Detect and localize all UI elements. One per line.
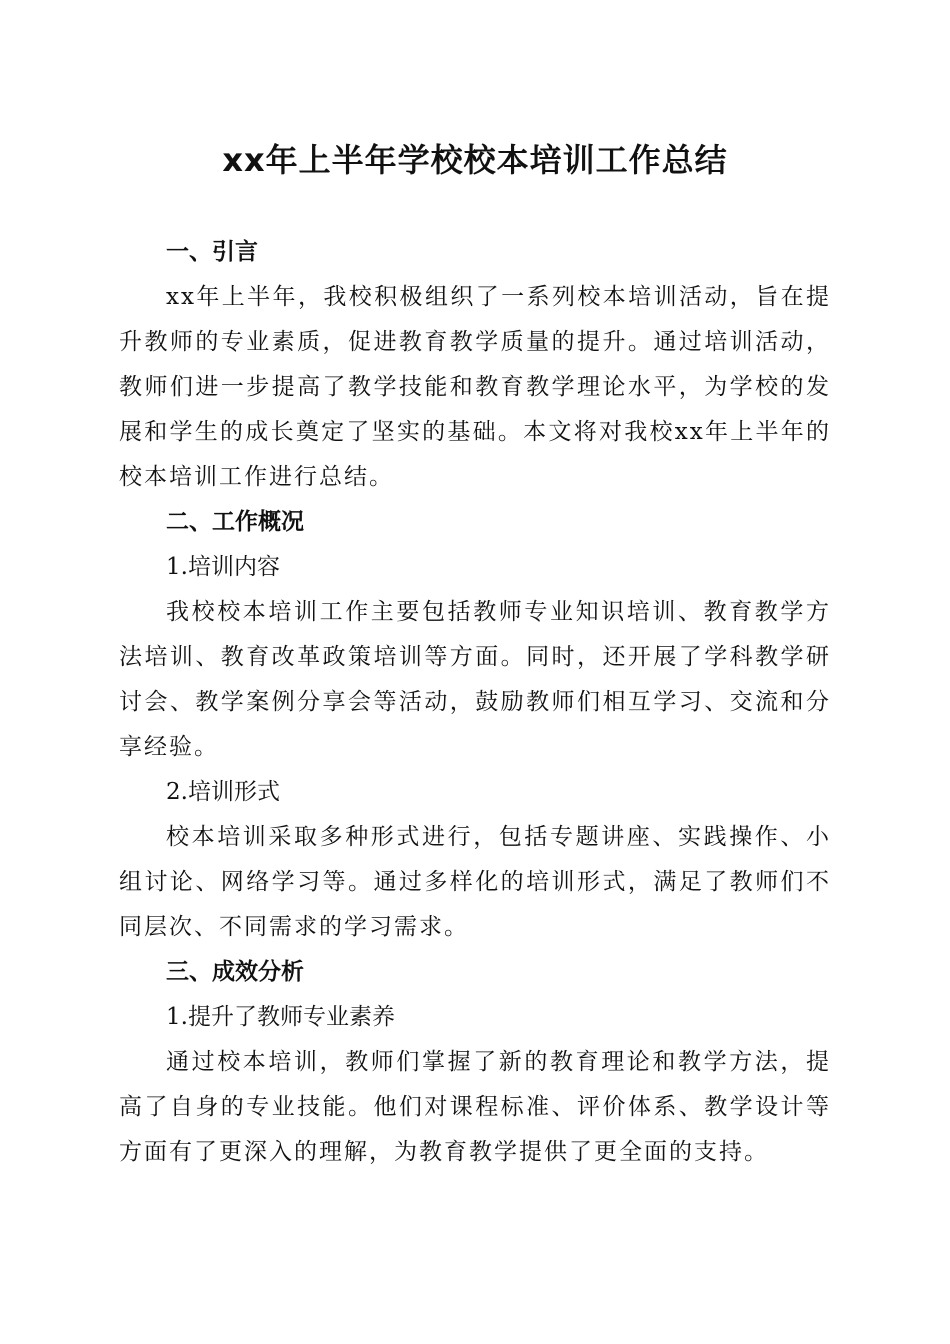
section-heading-overview: 二、工作概况	[166, 509, 304, 535]
document-title: xx年上半年学校校本培训工作总结	[222, 141, 728, 179]
subheading-professional-quality: 1.提升了教师专业素养	[166, 1004, 395, 1030]
paragraph-professional-quality: 通过校本培训，教师们掌握了新的教育理论和教学方法，提高了自身的专业技能。他们对课程标准、评价体系、教学设计等方面有了更深入的理解，为教育教学提供了更全面的支持。	[119, 1049, 831, 1165]
subheading-training-content: 1.培训内容	[166, 554, 280, 580]
section-heading-intro: 一、引言	[166, 239, 258, 265]
subheading-training-format: 2.培训形式	[166, 779, 280, 805]
paragraph-training-content: 我校校本培训工作主要包括教师专业知识培训、教育教学方法培训、教育改革政策培训等方面。同时，还开展了学科教学研讨会、教学案例分享会等活动，鼓励教师们相互学习、交流和分享经验。	[119, 599, 831, 760]
paragraph-training-format: 校本培训采取多种形式进行，包括专题讲座、实践操作、小组讨论、网络学习等。通过多样化的培训形式，满足了教师们不同层次、不同需求的学习需求。	[119, 824, 831, 940]
paragraph-intro: xx年上半年，我校积极组织了一系列校本培训活动，旨在提升教师的专业素质，促进教育教学质量的提升。通过培训活动，教师们进一步提高了教学技能和教育教学理论水平，为学校的发展和学生的成长奠定了坚实的基础。本文将对我校xx年上半年的校本培训工作进行总结。	[119, 284, 831, 490]
document-body	[119, 230, 831, 1175]
section-heading-results: 三、成效分析	[166, 959, 304, 985]
